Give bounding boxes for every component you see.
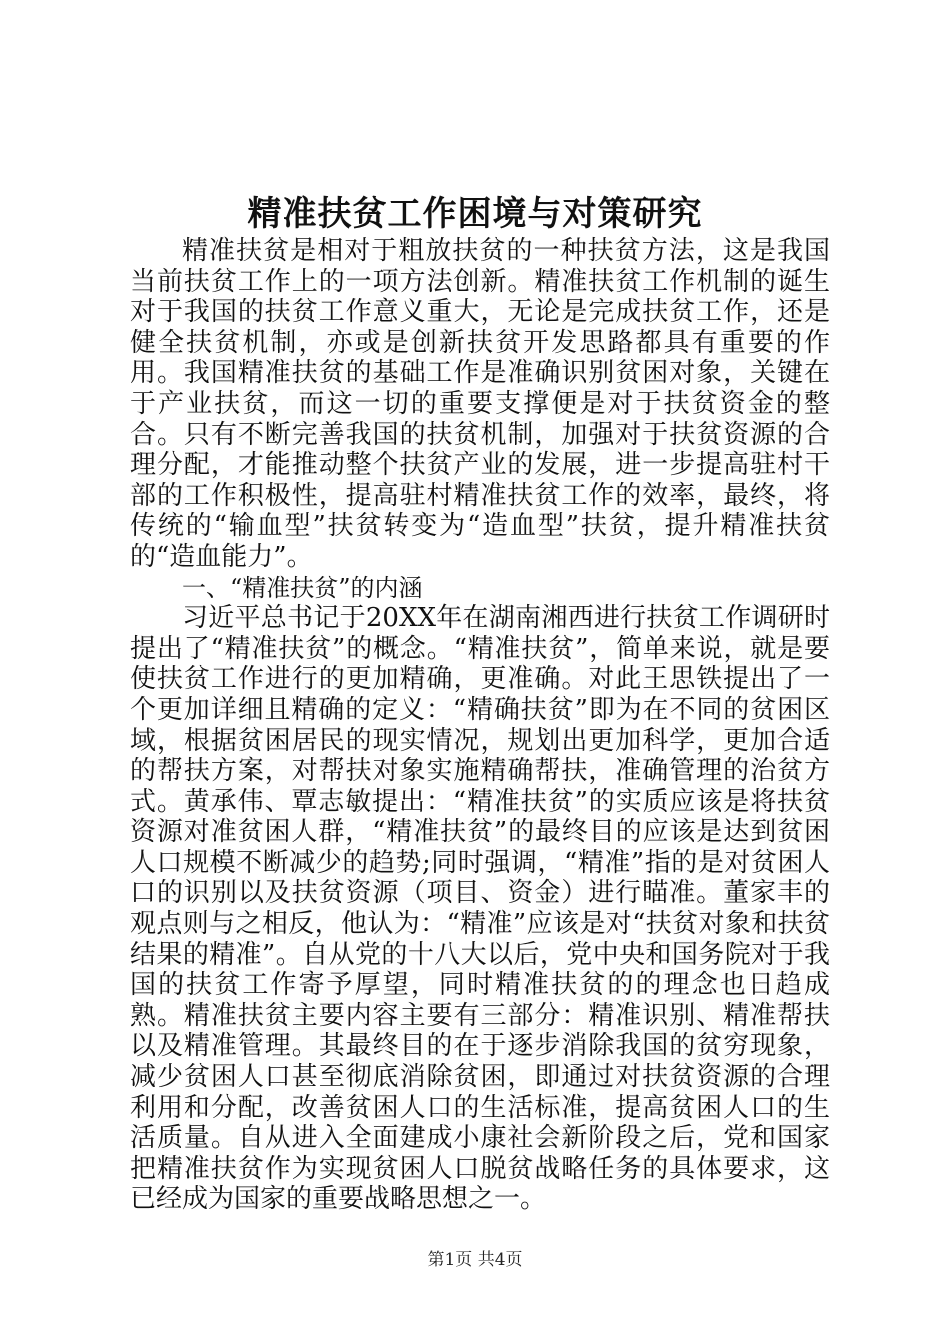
document-title: 精准扶贫工作困境与对策研究 [247,194,703,234]
document-body [130,236,830,1215]
section-heading: 一、“精准扶贫”的内涵 [182,573,423,602]
section-paragraph: 习近平总书记于20XX年在湖南湘西进行扶贫工作调研时提出了“精准扶贫”的概念。“精准扶贫”，简单来说，就是要使扶贫工作进行的更加精确，更准确。对此王思铁提出了一个更加详细且精确的定义：“精确扶贫”即为在不同的贫困区域，根据贫困居民的现实情况，规划出更加科学，更加合适的帮扶方案，对帮扶对象实施精确帮扶，准确管理的治贫方式。黄承伟、覃志敏提出：“精准扶贫”的实质应该是将扶贫资源对准贫困人群，“精准扶贫”的最终目的应该是达到贫困人口规模不断减少的趋势;同时强调，“精准”指的是对贫困人口的识别以及扶贫资源（项目、资金）进行瞄准。董家丰的观点则与之相反，他认为：“精准”应该是对“扶贫对象和扶贫结果的精准”。自从党的十八大以后，党中央和国务院对于我国的扶贫工作寄予厚望，同时精准扶贫的的理念也日趋成熟。精准扶贫主要内容主要有三部分：精准识别、精准帮扶以及精准管理。其最终目的在于逐步消除我国的贫穷现象，减少贫困人口甚至彻底消除贫困，即通过对扶贫资源的合理利用和分配，改善贫困人口的生活标准，提高贫困人口的生活质量。自从进入全面建成小康社会新阶段之后，党和国家把精准扶贫作为实现贫困人口脱贫战略任务的具体要求，这已经成为国家的重要战略思想之一。 [130,603,830,1215]
intro-paragraph: 精准扶贫是相对于粗放扶贫的一种扶贫方法，这是我国当前扶贫工作上的一项方法创新。精准扶贫工作机制的诞生对于我国的扶贫工作意义重大，无论是完成扶贫工作，还是健全扶贫机制，亦或是创新扶贫开发思路都具有重要的作用。我国精准扶贫的基础工作是准确识别贫困对象，关键在于产业扶贫，而这一切的重要支撑便是对于扶贫资金的整合。只有不断完善我国的扶贫机制，加强对于扶贫资源的合理分配，才能推动整个扶贫产业的发展，进一步提高驻村干部的工作积极性，提高驻村精准扶贫工作的效率，最终，将传统的“输血型”扶贫转变为“造血型”扶贫，提升精准扶贫的“造血能力”。 [130,236,830,572]
page-footer: 第1页 共4页 [427,1250,523,1270]
